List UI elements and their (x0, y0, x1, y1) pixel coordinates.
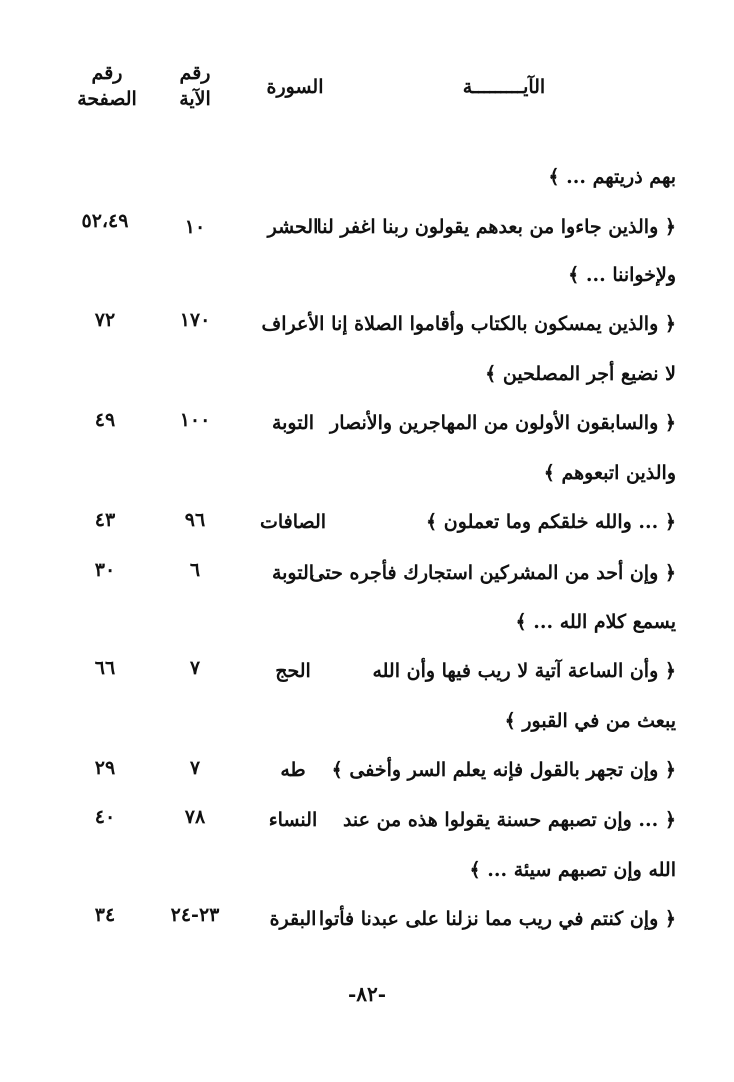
page-number: ٤٩ (94, 409, 116, 431)
page-number: ٧٢ (94, 309, 116, 331)
verse-line: ﴿ وإن كنتم في ريب مما نزلنا على عبدنا فأتوا (318, 908, 676, 930)
page-number: ٤٠ (94, 806, 116, 828)
header-page-number: رقم الصفحة (77, 62, 137, 110)
surah-name: النساء (268, 809, 318, 831)
verse-line: ولإخواننا ... ﴾ (568, 264, 676, 286)
surah-name: البقرة (269, 908, 317, 930)
verse-line: الله وإن تصبهم سيئة ... ﴾ (469, 859, 676, 881)
header-verse: الآيـــــــــة (462, 76, 546, 98)
page-number: ٤٣ (94, 509, 116, 531)
surah-name: الحشر (267, 216, 319, 238)
ayah-number: ٧٨ (184, 806, 206, 828)
surah-name: الأعراف (261, 313, 325, 335)
verse-line: يسمع كلام الله ... ﴾ (515, 611, 676, 633)
ayah-number: ٧ (189, 757, 201, 779)
surah-name: التوبة (271, 412, 315, 434)
verse-line: ﴿ والسابقون الأولون من المهاجرين والأنصار (330, 412, 676, 434)
page-footer-number: -٨٢- (347, 982, 387, 1006)
ayah-number: ٢٣-٢٤ (170, 904, 220, 926)
page-number: ٣٠ (94, 559, 116, 581)
verse-line: ﴿ وإن تجهر بالقول فإنه يعلم السر وأخفى ﴾ (331, 759, 676, 781)
verse-line: يبعث من في القبور ﴾ (504, 710, 676, 732)
verse-line: ﴿ ... وإن تصبهم حسنة يقولوا هذه من عند (342, 809, 676, 831)
verse-line: ﴿ ... والله خلقكم وما تعملون ﴾ (426, 511, 676, 533)
page-number: ٣٤ (94, 904, 116, 926)
header-surah: السورة (266, 76, 324, 98)
verse-line: ﴿ وإن أحد من المشركين استجارك فأجره حتى (309, 562, 676, 584)
ayah-number: ١٠٠ (179, 409, 211, 431)
ayah-number: ٦ (189, 559, 201, 581)
ayah-number: ٩٦ (184, 509, 206, 531)
page-number: ٥٢،٤٩ (81, 210, 129, 232)
ayah-number: ١٧٠ (179, 309, 211, 331)
surah-name: طه (280, 759, 306, 781)
verse-line: ﴿ والذين يمسكون بالكتاب وأقاموا الصلاة إنا (331, 313, 676, 335)
page-number: ٢٩ (94, 757, 116, 779)
surah-name: الصافات (259, 511, 327, 533)
header-ayah-number: رقم الآية (179, 62, 211, 110)
ayah-number: ٧ (189, 657, 201, 679)
verse-line: بهم ذريتهم ... ﴾ (548, 166, 676, 188)
verse-line: ﴿ والذين جاءوا من بعدهم يقولون ربنا اغفر لنا (316, 216, 676, 238)
surah-name: التوبة (271, 562, 315, 584)
verse-line: والذين اتبعوهم ﴾ (543, 462, 676, 484)
verse-line: ﴿ وأن الساعة آتية لا ريب فيها وأن الله (372, 660, 676, 682)
ayah-number: ١٠ (184, 216, 206, 238)
surah-name: الحج (275, 660, 311, 682)
page-number: ٦٦ (94, 657, 116, 679)
verse-line: لا نضيع أجر المصلحين ﴾ (485, 363, 676, 385)
